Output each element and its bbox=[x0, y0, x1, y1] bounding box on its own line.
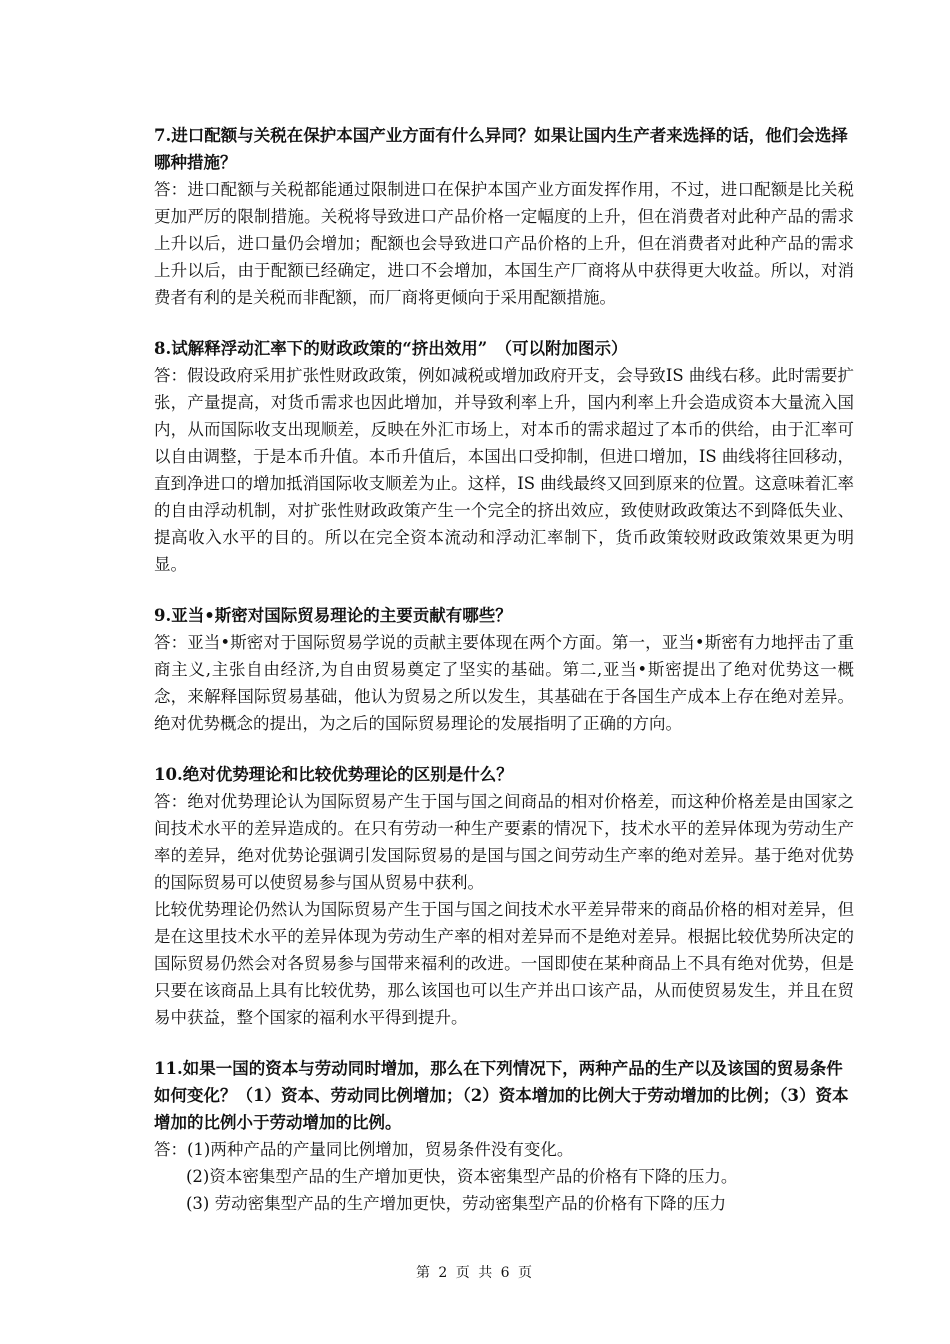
question-title: 10.绝对优势理论和比较优势理论的区别是什么？ bbox=[154, 765, 513, 784]
question-title: 7.进口配额与关税在保护本国产业方面有什么异同？如果让国内生产者来选择的话，他们会选择哪种措施？ bbox=[154, 126, 848, 172]
question-title: 9.亚当•斯密对国际贸易理论的主要贡献有哪些？ bbox=[154, 606, 512, 625]
answer-paragraph: 答：亚当•斯密对于国际贸易学说的贡献主要体现在两个方面。第一，亚当•斯密有力地抨击了重商主义,主张自由经济,为自由贸易奠定了坚实的基础。第二,亚当•斯密提出了绝对优势这一概念，来解释国际贸易基础，他认为贸易之所以发生，其基础在于各国生产成本上存在绝对差异。绝对优势概念的提出，为之后的国际贸易理论的发展指明了正确的方向。 bbox=[154, 633, 854, 733]
question-11 bbox=[154, 1055, 854, 1217]
page-number: 第 2 页 共 6 页 bbox=[415, 1265, 535, 1281]
answer-paragraph: 答：假设政府采用扩张性财政政策，例如减税或增加政府开支，会导致IS 曲线右移。此时需要扩张，产量提高，对货币需求也因此增加，并导致利率上升，国内利率上升会造成资本大量流入国内，从而国际收支出现顺差，反映在外汇市场上，对本币的需求超过了本币的供给，由于汇率可以自由调整，于是本币升值。本币升值后，本国出口受抑制，但进口增加，IS 曲线将往回移动，直到净进口的增加抵消国际收支顺差为止。这样，IS 曲线最终又回到原来的位置。这意味着汇率的自由浮动机制，对扩张性财政政策产生一个完全的挤出效应，致使财政政策达不到降低失业、提高收入水平的目的。所以在完全资本流动和浮动汇率制下，货币政策较财政政策效果更为明显。 bbox=[154, 366, 854, 574]
question-7 bbox=[154, 122, 854, 311]
answer-line: 答：(1)两种产品的产量同比例增加，贸易条件没有变化。 bbox=[154, 1140, 574, 1159]
question-title: 11.如果一国的资本与劳动同时增加，那么在下列情况下，两种产品的生产以及该国的贸易条件如何变化？（1）资本、劳动同比例增加；（2）资本增加的比例大于劳动增加的比例；（3）资本增加的比例小于劳动增加的比例。 bbox=[154, 1059, 849, 1132]
document-body bbox=[154, 122, 854, 1241]
answer-line: (3) 劳动密集型产品的生产增加更快，劳动密集型产品的价格有下降的压力 bbox=[186, 1194, 727, 1213]
question-8 bbox=[154, 335, 854, 578]
answer-paragraph: 比较优势理论仍然认为国际贸易产生于国与国之间技术水平差异带来的商品价格的相对差异，但是在这里技术水平的差异体现为劳动生产率的相对差异而不是绝对差异。根据比较优势所决定的国际贸易仍然会对各贸易参与国带来福利的改进。一国即使在某种商品上不具有绝对优势，但是只要在该商品上具有比较优势，那么该国也可以生产并出口该产品，从而使贸易发生，并且在贸易中获益，整个国家的福利水平得到提升。 bbox=[154, 900, 854, 1027]
answer-paragraph: 答：进口配额与关税都能通过限制进口在保护本国产业方面发挥作用，不过，进口配额是比关税更加严厉的限制措施。关税将导致进口产品价格一定幅度的上升，但在消费者对此种产品的需求上升以后，进口量仍会增加；配额也会导致进口产品价格的上升，但在消费者对此种产品的需求上升以后，由于配额已经确定，进口不会增加，本国生产厂商将从中获得更大收益。所以，对消费者有利的是关税而非配额，而厂商将更倾向于采用配额措施。 bbox=[154, 180, 854, 307]
answer-paragraph: 答：绝对优势理论认为国际贸易产生于国与国之间商品的相对价格差，而这种价格差是由国家之间技术水平的差异造成的。在只有劳动一种生产要素的情况下，技术水平的差异体现为劳动生产率的差异，绝对优势论强调引发国际贸易的是国与国之间劳动生产率的绝对差异。基于绝对优势的国际贸易可以使贸易参与国从贸易中获利。 bbox=[154, 792, 854, 892]
question-10 bbox=[154, 761, 854, 1031]
question-9 bbox=[154, 602, 854, 737]
question-title: 8.试解释浮动汇率下的财政政策的“挤出效用” （可以附加图示） bbox=[154, 339, 628, 358]
answer-line: (2)资本密集型产品的生产增加更快，资本密集型产品的价格有下降的压力。 bbox=[186, 1167, 738, 1186]
